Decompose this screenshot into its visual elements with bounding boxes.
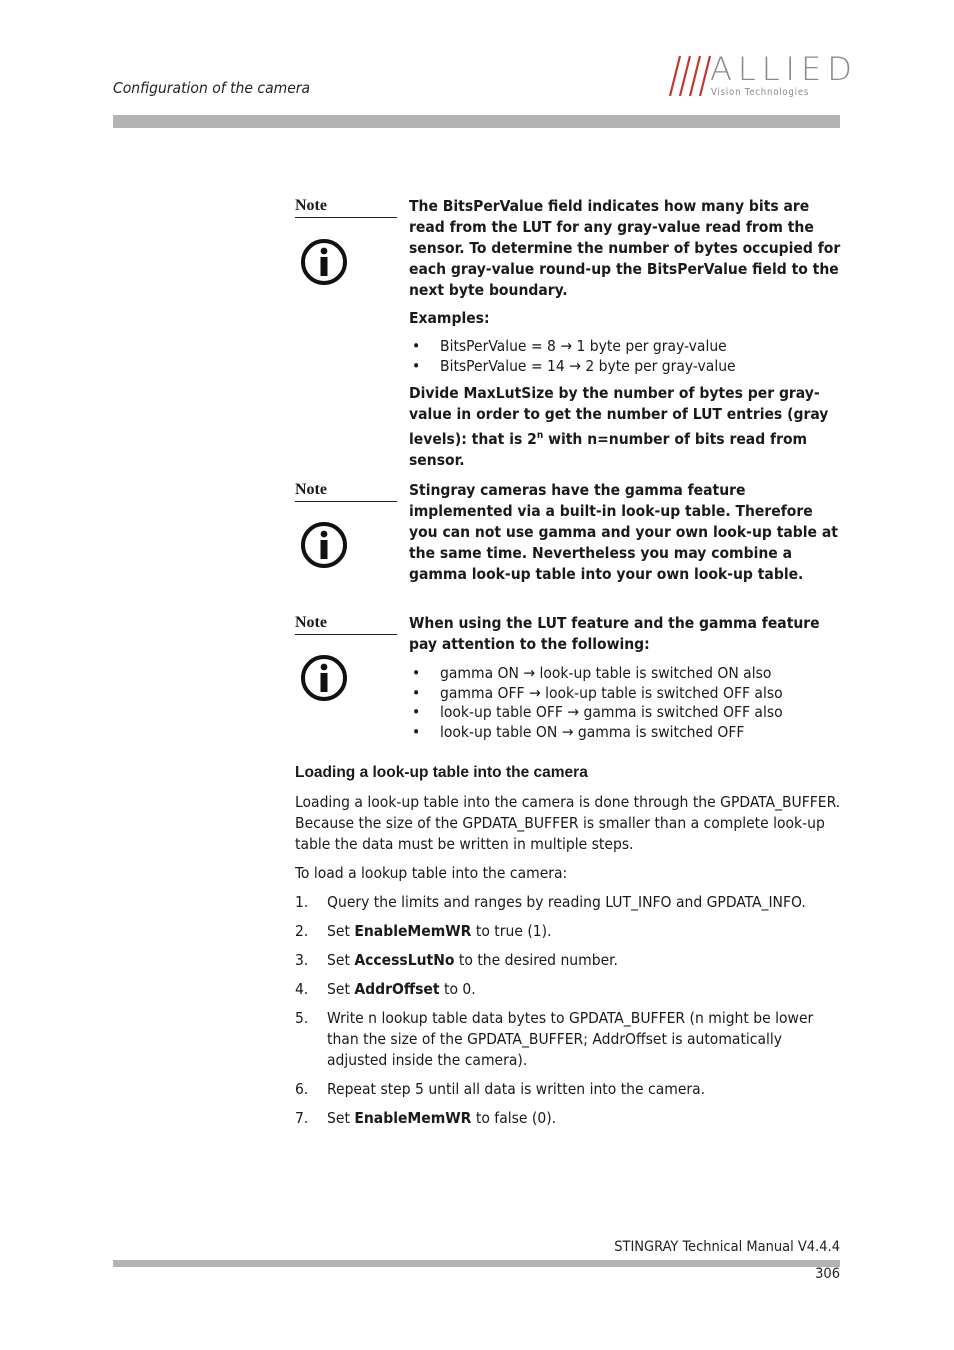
section-paragraph: To load a lookup table into the camera: [295,864,568,882]
logo-slashes-icon [668,52,712,100]
page-number: 306 [815,1266,840,1282]
note-2-body [409,480,842,585]
note-3-body [409,613,842,742]
footer-divider-bar [113,1260,840,1267]
step-item: 7. Set EnableMemWR to false (0). [295,1109,557,1127]
note-3-intro: When using the LUT feature and the gamma feature pay attention to the following: [409,614,820,653]
list-item: • look-up table OFF → gamma is switched OFF also [409,703,842,723]
note-2-text: Stingray cameras have the gamma feature implemented via a built-in look-up table. Therefore you can not use gamma and your own look-up table at the same time. Nevertheless you may combine a gamma look-up table into your own look-up table. [409,481,838,583]
note-1-intro: The BitsPerValue field indicates how many bits are read from the LUT for any gray-value read from the sensor. To determine the number of bytes occupied for each gray-value round-up the BitsPerValue field to the next byte boundary. [409,197,841,299]
note-1-examples-label: Examples: [409,309,490,327]
info-icon [300,654,348,702]
step-item: 6. Repeat step 5 until all data is written into the camera. [295,1080,706,1098]
info-icon [300,521,348,569]
header-divider-bar [113,115,840,128]
list-item: • BitsPerValue = 14 → 2 byte per gray-value [409,357,842,377]
logo-wordmark: ALLIED [710,50,858,88]
allied-logo [668,50,858,102]
note-1-example-list [409,337,842,376]
note-label: Note [295,481,397,502]
note-3-rule-list [409,664,842,742]
step-item: 3. Set AccessLutNo to the desired number. [295,951,618,969]
page-header-title: Configuration of the camera [113,79,311,97]
step-item: 1. Query the limits and ranges by reading LUT_INFO and GPDATA_INFO. [295,893,806,911]
list-item: • look-up table ON → gamma is switched OFF [409,723,842,743]
step-item: 4. Set AddrOffset to 0. [295,980,476,998]
footer-document-title: STINGRAY Technical Manual V4.4.4 [614,1239,840,1255]
section-paragraph: Loading a look-up table into the camera is done through the GPDATA_BUFFER. Because the size of the GPDATA_BUFFER is smaller than a complete look-up table the data must be written in multiple steps. [295,793,841,853]
note-1-divide-text: Divide MaxLutSize by the number of bytes per gray-value in order to get the number of LUT entries (gray levels): that is 2$^n$ with n=number of bits read from sensor. [409,384,829,470]
list-item: • gamma ON → look-up table is switched ON also [409,664,842,684]
steps-list [295,892,843,1129]
note-1-body [409,196,842,471]
info-icon [300,238,348,286]
list-item: • BitsPerValue = 8 → 1 byte per gray-value [409,337,842,357]
section-heading: Loading a look-up table into the camera [295,764,588,781]
step-item: 2. Set EnableMemWR to true (1). [295,922,552,940]
list-item: • gamma OFF → look-up table is switched OFF also [409,684,842,704]
section-body [295,792,843,1137]
logo-tagline: Vision Technologies [711,87,810,98]
note-label: Note [295,614,397,635]
step-item: 5. Write n lookup table data bytes to GPDATA_BUFFER (n might be lower than the size of the GPDATA_BUFFER; AddrOffset is automatically adjusted inside the camera). [295,1009,814,1069]
note-label: Note [295,197,397,218]
